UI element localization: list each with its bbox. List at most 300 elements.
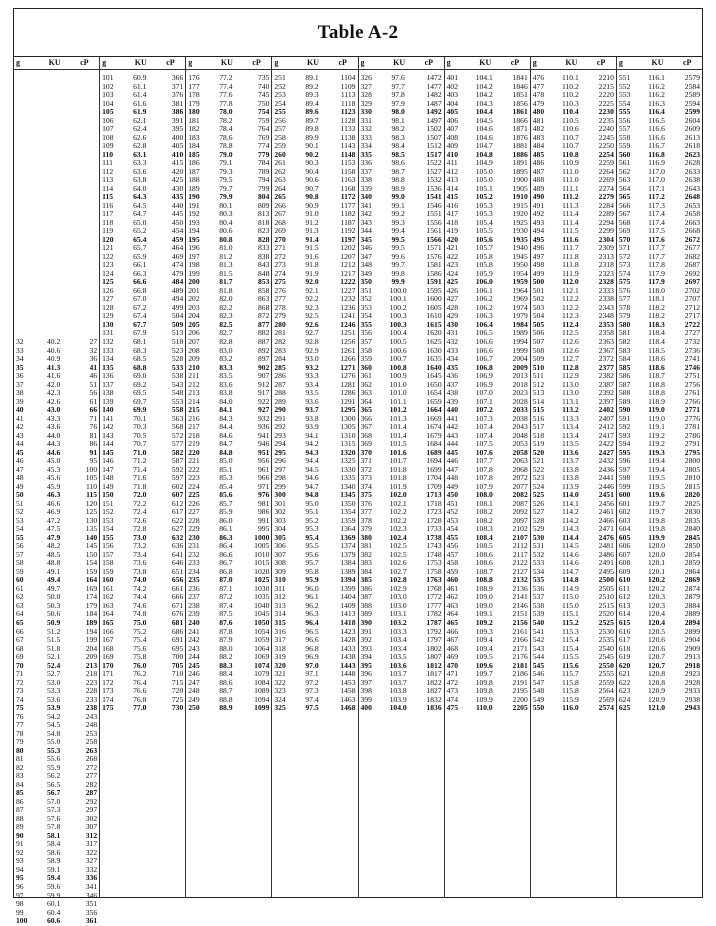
ku-cell: 104.8 <box>475 149 493 159</box>
ku-cell: 98.9 <box>391 183 405 193</box>
table-row <box>359 704 444 713</box>
cp-cell: 676 <box>171 609 184 619</box>
ku-cell: 112.2 <box>562 294 579 304</box>
cp-cell: 961 <box>257 464 270 474</box>
ku-cell: 120.7 <box>647 652 666 662</box>
cp-cell: 1192 <box>340 226 356 236</box>
cp-cell: 1315 <box>340 439 356 449</box>
gravity-cell: 104 <box>102 98 114 108</box>
cp-cell: 2594 <box>684 98 700 108</box>
ku-cell: 103.4 <box>389 643 407 653</box>
gravity-cell: 454 <box>446 524 459 534</box>
cp-cell: 258 <box>85 737 98 747</box>
cp-cell: 2304 <box>598 234 614 244</box>
cp-cell: 292 <box>85 796 98 806</box>
gravity-cell: 473 <box>446 686 459 696</box>
ku-cell: 108.4 <box>475 532 493 542</box>
cp-cell: 145 <box>85 541 98 551</box>
gravity-cell: 574 <box>618 268 631 278</box>
cp-cell: 218 <box>85 669 98 679</box>
cp-cell: 1359 <box>340 515 356 525</box>
ku-cell: 83.6 <box>219 379 233 389</box>
cp-cell: 1669 <box>426 413 442 423</box>
gravity-cell: 44 <box>16 439 24 449</box>
cp-cell: 1020 <box>254 566 270 576</box>
cp-cell: 1497 <box>426 115 442 125</box>
cp-cell: 2038 <box>512 413 528 423</box>
gravity-cell: 232 <box>188 549 200 559</box>
gravity-cell: 111 <box>102 158 113 168</box>
ku-cell: 47.9 <box>47 532 61 542</box>
cp-cell: 2722 <box>684 319 700 329</box>
cp-cell: 1856 <box>512 98 528 108</box>
ku-cell: 61.4 <box>133 90 147 100</box>
gravity-cell: 321 <box>274 669 286 679</box>
ku-cell: 114.8 <box>562 575 579 585</box>
cp-cell: 1905 <box>512 183 528 193</box>
ku-cell: 117.4 <box>648 217 665 227</box>
cp-cell: 1561 <box>426 226 442 236</box>
gravity-cell: 586 <box>618 371 631 381</box>
ku-cell: 109.7 <box>475 669 493 679</box>
ku-cell: 84.7 <box>219 439 233 449</box>
ku-cell: 83.8 <box>219 388 233 398</box>
gravity-cell: 53 <box>16 515 24 525</box>
ku-cell: 53.3 <box>47 686 61 696</box>
gravity-cell: 568 <box>618 217 631 227</box>
cp-cell: 2510 <box>598 592 614 602</box>
header-cell: KU <box>565 58 578 67</box>
gravity-cell: 377 <box>360 507 372 517</box>
gravity-cell: 585 <box>618 362 631 372</box>
gravity-cell: 201 <box>188 285 200 295</box>
ku-cell: 93.3 <box>305 371 319 381</box>
ku-cell: 105.1 <box>475 183 493 193</box>
ku-cell: 77.0 <box>133 703 147 713</box>
cp-cell: 735 <box>257 73 270 82</box>
cp-cell: 2127 <box>512 566 528 576</box>
gravity-cell: 326 <box>360 73 372 82</box>
gravity-cell: 35 <box>16 362 24 372</box>
ku-cell: 90.1 <box>305 141 319 151</box>
ku-cell: 108.2 <box>475 515 493 525</box>
ku-cell: 101.6 <box>389 447 407 457</box>
gravity-cell: 181 <box>188 115 200 125</box>
cp-cell: 1753 <box>426 558 442 568</box>
cp-cell: 587 <box>171 456 184 466</box>
ku-cell: 71.6 <box>133 473 147 483</box>
gravity-cell: 375 <box>360 490 372 500</box>
gravity-cell: 565 <box>618 192 631 202</box>
ku-cell: 96.8 <box>305 643 319 653</box>
ku-cell: 115.4 <box>562 635 579 645</box>
ku-cell: 40.6 <box>47 345 61 355</box>
cp-cell: 1876 <box>512 132 528 142</box>
ku-cell: 69.0 <box>133 371 147 381</box>
ku-cell: 115.5 <box>562 652 579 662</box>
cp-cell: 2146 <box>512 600 528 610</box>
gravity-cell: 335 <box>360 149 372 159</box>
ku-cell: 108.6 <box>475 558 493 568</box>
cp-cell: 2495 <box>598 566 614 576</box>
ku-cell: 87.2 <box>219 592 233 602</box>
gravity-cell: 190 <box>188 192 200 202</box>
cp-cell: 2658 <box>684 209 700 219</box>
gravity-cell: 434 <box>446 354 459 364</box>
gravity-cell: 558 <box>618 132 631 142</box>
cp-cell: 32 <box>89 345 98 355</box>
gravity-cell: 332 <box>360 124 372 134</box>
gravity-cell: 357 <box>360 336 372 346</box>
cp-cell: 2830 <box>684 507 700 517</box>
ku-cell: 86.6 <box>219 549 233 559</box>
cp-cell: 1177 <box>340 200 356 210</box>
cp-cell: 2353 <box>598 319 614 329</box>
cp-cell: 2899 <box>684 626 700 636</box>
gravity-cell: 162 <box>102 592 114 602</box>
table-column <box>14 57 100 926</box>
ku-cell: 47.2 <box>47 515 61 525</box>
gravity-cell: 288 <box>274 388 286 398</box>
cp-cell: 1035 <box>254 592 270 602</box>
gravity-cell: 487 <box>532 166 545 176</box>
ku-cell: 100.6 <box>389 345 407 355</box>
ku-cell: 117.4 <box>648 209 665 219</box>
cp-cell: 2584 <box>684 81 700 91</box>
gravity-cell: 132 <box>102 336 114 346</box>
gravity-cell: 313 <box>274 600 286 610</box>
cp-cell: 2815 <box>684 481 700 491</box>
cp-cell: 622 <box>171 515 184 525</box>
cp-cell: 1763 <box>426 575 442 585</box>
blank-row <box>14 74 99 83</box>
cp-cell: 489 <box>171 285 184 295</box>
gravity-cell: 463 <box>446 600 459 610</box>
ku-cell: 112.1 <box>562 285 579 295</box>
ku-cell: 52.7 <box>47 669 61 679</box>
ku-cell: 118.8 <box>648 379 665 389</box>
ku-cell: 112.4 <box>562 319 579 329</box>
cp-cell: 563 <box>171 413 184 423</box>
ku-cell: 48.5 <box>47 549 61 559</box>
ku-cell: 87.4 <box>219 600 233 610</box>
cp-cell: 1266 <box>340 354 356 364</box>
ku-cell: 106.1 <box>475 285 493 295</box>
cp-cell: 1369 <box>340 532 356 542</box>
gravity-cell: 269 <box>274 226 286 236</box>
ku-cell: 99.8 <box>391 268 405 278</box>
cp-cell: 2004 <box>512 354 528 364</box>
cp-cell: 568 <box>171 422 184 432</box>
ku-cell: 99.7 <box>391 260 405 270</box>
ku-cell: 91.8 <box>305 260 319 270</box>
ku-cell: 107.8 <box>475 473 493 483</box>
table-row <box>272 704 357 713</box>
cp-cell: 332 <box>85 864 98 874</box>
ku-cell: 103.1 <box>389 609 407 619</box>
column-rows <box>14 70 99 926</box>
gravity-cell: 592 <box>618 422 631 432</box>
cp-cell: 695 <box>171 643 184 653</box>
cp-cell: 1472 <box>426 73 442 82</box>
ku-cell: 50.3 <box>47 600 61 610</box>
cp-cell: 2348 <box>598 311 614 321</box>
gravity-cell: 214 <box>188 396 200 406</box>
gravity-cell: 617 <box>618 635 631 645</box>
ku-cell: 114.2 <box>562 515 579 525</box>
cp-cell: 100 <box>85 464 98 474</box>
ku-cell: 119.2 <box>648 430 665 440</box>
cp-cell: 882 <box>257 328 270 338</box>
gravity-cell: 396 <box>360 669 372 679</box>
cp-cell: 27 <box>89 336 98 346</box>
ku-cell: 46.3 <box>47 490 61 500</box>
gravity-cell: 320 <box>274 660 286 670</box>
ku-cell: 75.4 <box>133 635 147 645</box>
ku-cell: 114.4 <box>562 532 579 542</box>
cp-cell: 1797 <box>426 635 442 645</box>
cp-cell: 2141 <box>512 592 528 602</box>
gravity-cell: 245 <box>188 660 200 670</box>
gravity-cell: 83 <box>16 771 24 781</box>
gravity-cell: 405 <box>446 107 459 117</box>
cp-cell: 1158 <box>340 166 356 176</box>
gravity-cell: 165 <box>102 618 114 627</box>
cp-cell: 2795 <box>684 447 700 457</box>
ku-cell: 79.5 <box>219 175 233 185</box>
ku-cell: 111.8 <box>562 260 579 270</box>
cp-cell: 2805 <box>684 464 700 474</box>
ku-cell: 119.6 <box>648 490 665 500</box>
cp-cell: 2668 <box>684 226 700 236</box>
ku-cell: 51.8 <box>47 643 61 653</box>
header-cell: cP <box>166 58 175 67</box>
gravity-cell: 322 <box>274 677 286 687</box>
ku-cell: 72.0 <box>133 490 147 500</box>
gravity-cell: 90 <box>16 830 24 840</box>
gravity-cell: 501 <box>532 285 545 295</box>
cp-cell: 1895 <box>512 166 528 176</box>
gravity-cell: 253 <box>274 90 286 100</box>
cp-cell: 966 <box>257 473 270 483</box>
gravity-cell: 438 <box>446 388 459 398</box>
cp-cell: 1846 <box>512 81 528 91</box>
cp-cell: 976 <box>257 490 270 500</box>
gravity-cell: 482 <box>532 124 545 134</box>
cp-cell: 848 <box>257 268 270 278</box>
ku-cell: 82.8 <box>219 336 233 346</box>
ku-cell: 62.1 <box>133 115 147 125</box>
cp-cell: 2628 <box>684 158 700 168</box>
gravity-cell: 549 <box>532 694 545 704</box>
cp-cell: 2909 <box>684 643 700 653</box>
ku-cell: 76.4 <box>133 677 147 687</box>
ku-cell: 74.2 <box>133 583 147 593</box>
ku-cell: 93.2 <box>305 362 319 372</box>
gravity-cell: 302 <box>274 507 286 517</box>
cp-cell: 907 <box>257 371 270 381</box>
cp-cell: 1079 <box>254 669 270 679</box>
gravity-cell: 126 <box>102 285 114 295</box>
column-rows <box>445 70 530 713</box>
gravity-cell: 237 <box>188 592 200 602</box>
ku-cell: 54.2 <box>47 711 61 721</box>
cp-cell: 2732 <box>684 336 700 346</box>
gravity-cell: 280 <box>274 319 286 329</box>
gravity-cell: 210 <box>188 362 200 372</box>
cp-cell: 2889 <box>684 609 700 619</box>
gravity-cell: 156 <box>102 541 114 551</box>
ku-cell: 94.3 <box>305 447 319 457</box>
cp-cell: 2446 <box>598 481 614 491</box>
cp-cell: 1551 <box>426 209 442 219</box>
blank-row <box>14 91 99 100</box>
cp-cell: 1059 <box>254 635 270 645</box>
column-rows <box>531 70 616 713</box>
ku-cell: 93.4 <box>305 379 319 389</box>
ku-cell: 106.7 <box>475 354 493 364</box>
cp-cell: 268 <box>85 754 98 764</box>
gravity-cell: 492 <box>532 209 545 219</box>
gravity-cell: 59 <box>16 566 24 576</box>
ku-cell: 98.0 <box>391 107 405 117</box>
cp-cell: 2456 <box>598 498 614 508</box>
cp-cell: 41 <box>89 362 98 372</box>
cp-cell: 1325 <box>340 456 356 466</box>
ku-cell: 42.0 <box>47 379 61 389</box>
ku-cell: 89.8 <box>305 124 319 134</box>
cp-cell: 794 <box>257 175 270 185</box>
ku-cell: 94.4 <box>305 456 319 466</box>
gravity-cell: 607 <box>618 549 631 559</box>
gravity-cell: 160 <box>102 575 114 585</box>
ku-cell: 79.1 <box>219 158 233 168</box>
gravity-cell: 60 <box>16 575 24 585</box>
ku-cell: 52.4 <box>47 660 61 670</box>
gravity-cell: 32 <box>16 336 24 346</box>
cp-cell: 1143 <box>340 141 356 151</box>
table-row <box>617 704 702 713</box>
cp-cell: 1025 <box>254 575 270 585</box>
gravity-cell: 571 <box>618 243 631 253</box>
gravity-cell: 623 <box>618 686 631 696</box>
gravity-cell: 303 <box>274 515 286 525</box>
ku-cell: 111.6 <box>562 234 579 244</box>
gravity-cell: 112 <box>102 166 114 176</box>
cp-cell: 2786 <box>684 430 700 440</box>
ku-cell: 99.5 <box>391 243 405 253</box>
ku-cell: 111.8 <box>562 251 579 261</box>
cp-cell: 759 <box>257 115 270 125</box>
cp-cell: 2328 <box>598 277 614 287</box>
ku-cell: 95.3 <box>305 524 319 534</box>
cp-cell: 902 <box>257 362 270 372</box>
cp-cell: 71 <box>89 413 98 423</box>
ku-cell: 109.0 <box>475 592 493 602</box>
ku-cell: 93.7 <box>305 405 319 415</box>
gravity-cell: 85 <box>16 788 24 798</box>
ku-cell: 92.0 <box>305 277 319 287</box>
cp-cell: 356 <box>85 907 98 917</box>
ku-cell: 120.0 <box>647 549 666 559</box>
gravity-cell: 187 <box>188 166 200 176</box>
cp-cell: 1246 <box>340 319 356 329</box>
gravity-cell: 544 <box>532 652 545 662</box>
ku-cell: 80.8 <box>219 234 233 244</box>
ku-cell: 118.5 <box>648 345 665 355</box>
gravity-cell: 408 <box>446 132 459 142</box>
gravity-cell: 483 <box>532 132 545 142</box>
cp-cell: 2677 <box>684 243 700 253</box>
gravity-cell: 216 <box>188 413 200 423</box>
gravity-cell: 621 <box>618 669 631 679</box>
cp-cell: 1836 <box>426 703 442 713</box>
cp-cell: 2136 <box>512 583 528 593</box>
ku-cell: 52.1 <box>47 652 61 662</box>
gravity-cell: 276 <box>274 285 286 295</box>
ku-cell: 120.3 <box>647 600 666 610</box>
gravity-cell: 87 <box>16 805 24 815</box>
ku-cell: 111.0 <box>562 166 579 176</box>
gravity-cell: 522 <box>532 464 545 474</box>
cp-cell: 248 <box>85 720 98 730</box>
ku-cell: 78.4 <box>219 124 233 134</box>
cp-cell: 897 <box>257 354 270 364</box>
ku-cell: 104.1 <box>475 73 493 82</box>
ku-cell: 113.6 <box>562 447 579 457</box>
blank-row <box>14 108 99 117</box>
gravity-cell: 98 <box>16 899 24 909</box>
cp-cell: 1477 <box>426 81 442 91</box>
cp-cell: 809 <box>257 200 270 210</box>
ku-cell: 82.3 <box>219 311 233 321</box>
gravity-cell: 191 <box>188 200 200 210</box>
cp-cell: 36 <box>89 354 98 364</box>
gravity-cell: 197 <box>188 251 200 261</box>
gravity-cell: 441 <box>446 413 459 423</box>
gravity-cell: 590 <box>618 405 631 415</box>
ku-cell: 48.2 <box>47 541 61 551</box>
cp-cell: 1832 <box>426 694 442 704</box>
gravity-cell: 465 <box>446 618 459 627</box>
cp-cell: 2736 <box>684 345 700 355</box>
gravity-cell: 543 <box>532 643 545 653</box>
ku-cell: 105.3 <box>475 200 493 210</box>
cp-cell: 818 <box>257 217 270 227</box>
ku-cell: 119.9 <box>648 532 665 542</box>
cp-cell: 2564 <box>598 686 614 696</box>
cp-cell: 223 <box>85 677 98 687</box>
gravity-cell: 477 <box>532 81 545 91</box>
gravity-cell: 384 <box>360 566 372 576</box>
ku-cell: 71.0 <box>133 447 147 457</box>
cp-cell: 282 <box>85 779 98 789</box>
gravity-cell: 308 <box>274 558 286 568</box>
gravity-cell: 572 <box>618 251 631 261</box>
gravity-cell: 595 <box>618 447 631 457</box>
cp-cell: 2230 <box>598 107 614 117</box>
ku-cell: 54.5 <box>47 720 61 730</box>
ku-cell: 101.2 <box>389 405 407 415</box>
blank-row <box>14 295 99 304</box>
gravity-cell: 64 <box>16 609 24 619</box>
table-row <box>14 909 99 918</box>
ku-cell: 104.6 <box>475 132 493 142</box>
gravity-cell: 266 <box>274 200 286 210</box>
gravity-cell: 283 <box>274 345 286 355</box>
gravity-cell: 94 <box>16 864 24 874</box>
gravity-cell: 139 <box>102 396 114 406</box>
